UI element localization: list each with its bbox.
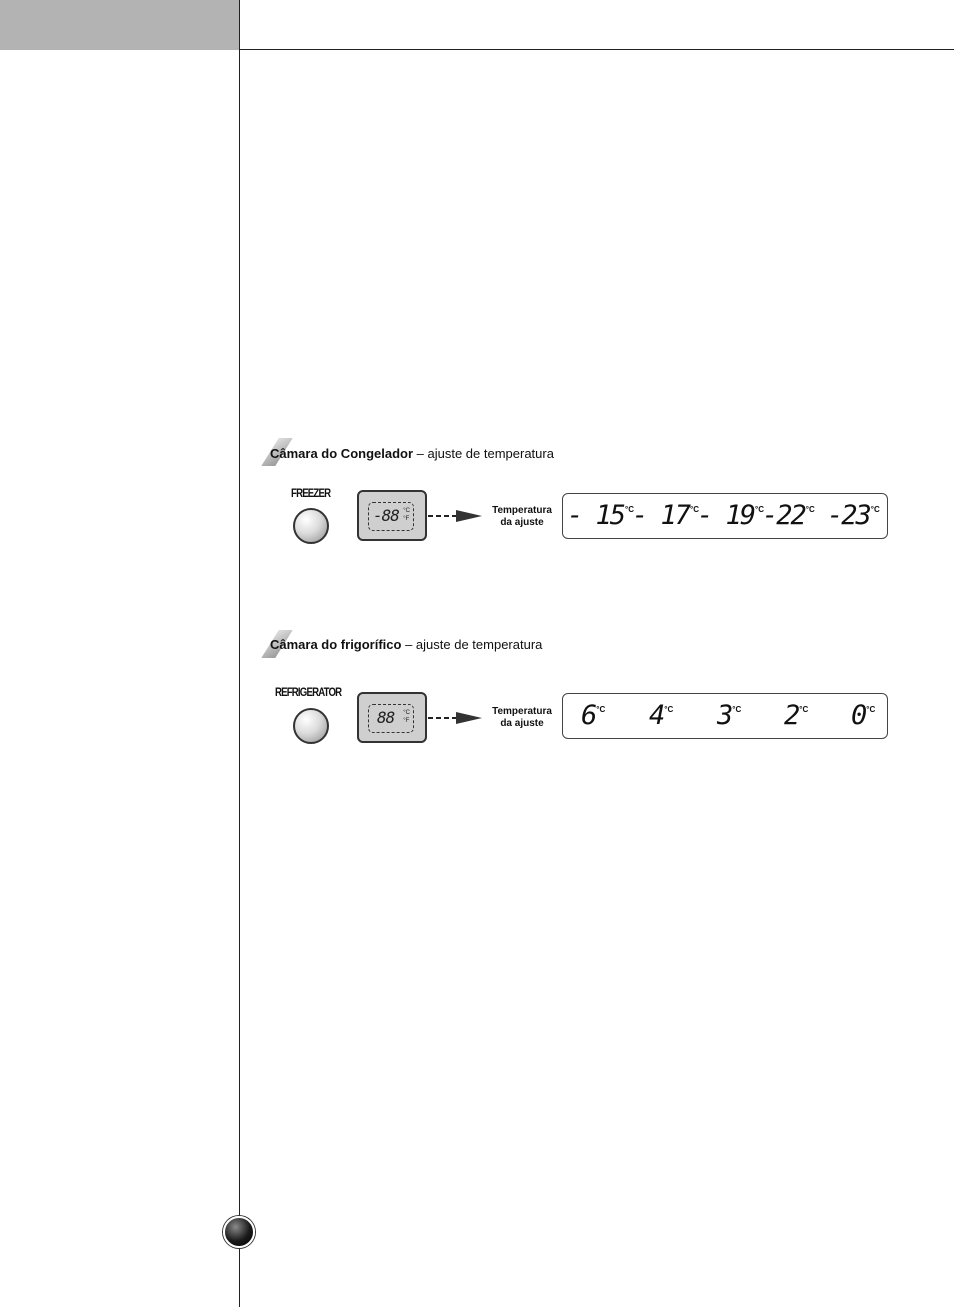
refrigerator-arrow-icon: [428, 710, 484, 726]
refrigerator-temperature-lcd: [562, 693, 888, 739]
freezer-display-units: °C °F: [403, 508, 410, 522]
margin-rule: [239, 0, 240, 1307]
page-marker-dot: [223, 1216, 255, 1248]
refrigerator-section-title: Câmara do frigorífico – ajuste de temperatura: [270, 637, 543, 652]
header-tab: [0, 0, 239, 50]
freezer-temp-option: - $17^{^\circ C}$: [632, 500, 700, 531]
freezer-temp-option: - $15^{^\circ C}$: [567, 500, 635, 531]
freezer-button[interactable]: [293, 508, 329, 544]
refrigerator-temp-option: $3^{^\circ C}$: [717, 700, 742, 731]
freezer-target-label: Temperatura da ajuste: [492, 505, 552, 528]
refrigerator-temp-option: $4^{^\circ C}$: [649, 700, 674, 731]
refrigerator-temp-option: $2^{^\circ C}$: [784, 700, 809, 731]
refrigerator-display-digits: 88: [377, 708, 395, 727]
freezer-arrow-icon: [428, 508, 484, 524]
refrigerator-button-label: REFRIGERATOR: [275, 685, 342, 699]
freezer-temp-option: $-22^{^\circ C}$: [762, 500, 815, 531]
freezer-section-title: Câmara do Congelador – ajuste de temperatura: [270, 446, 554, 461]
refrigerator-target-label: Temperatura da ajuste: [492, 706, 552, 729]
freezer-display-digits: -88: [373, 506, 399, 525]
freezer-button-label: FREEZER: [291, 486, 331, 500]
freezer-temp-option: $-23^{^\circ C}$: [827, 500, 880, 531]
freezer-display: [357, 490, 427, 541]
refrigerator-temp-option: $0^{^\circ C}$: [851, 700, 876, 731]
refrigerator-button[interactable]: [293, 708, 329, 744]
refrigerator-display-units: °C °F: [403, 710, 410, 724]
freezer-temp-option: - $19^{^\circ C}$: [697, 500, 765, 531]
header-rule: [239, 49, 954, 50]
refrigerator-temp-option: $6^{^\circ C}$: [581, 700, 606, 731]
freezer-temperature-lcd: [562, 493, 888, 539]
refrigerator-display: [357, 692, 427, 743]
